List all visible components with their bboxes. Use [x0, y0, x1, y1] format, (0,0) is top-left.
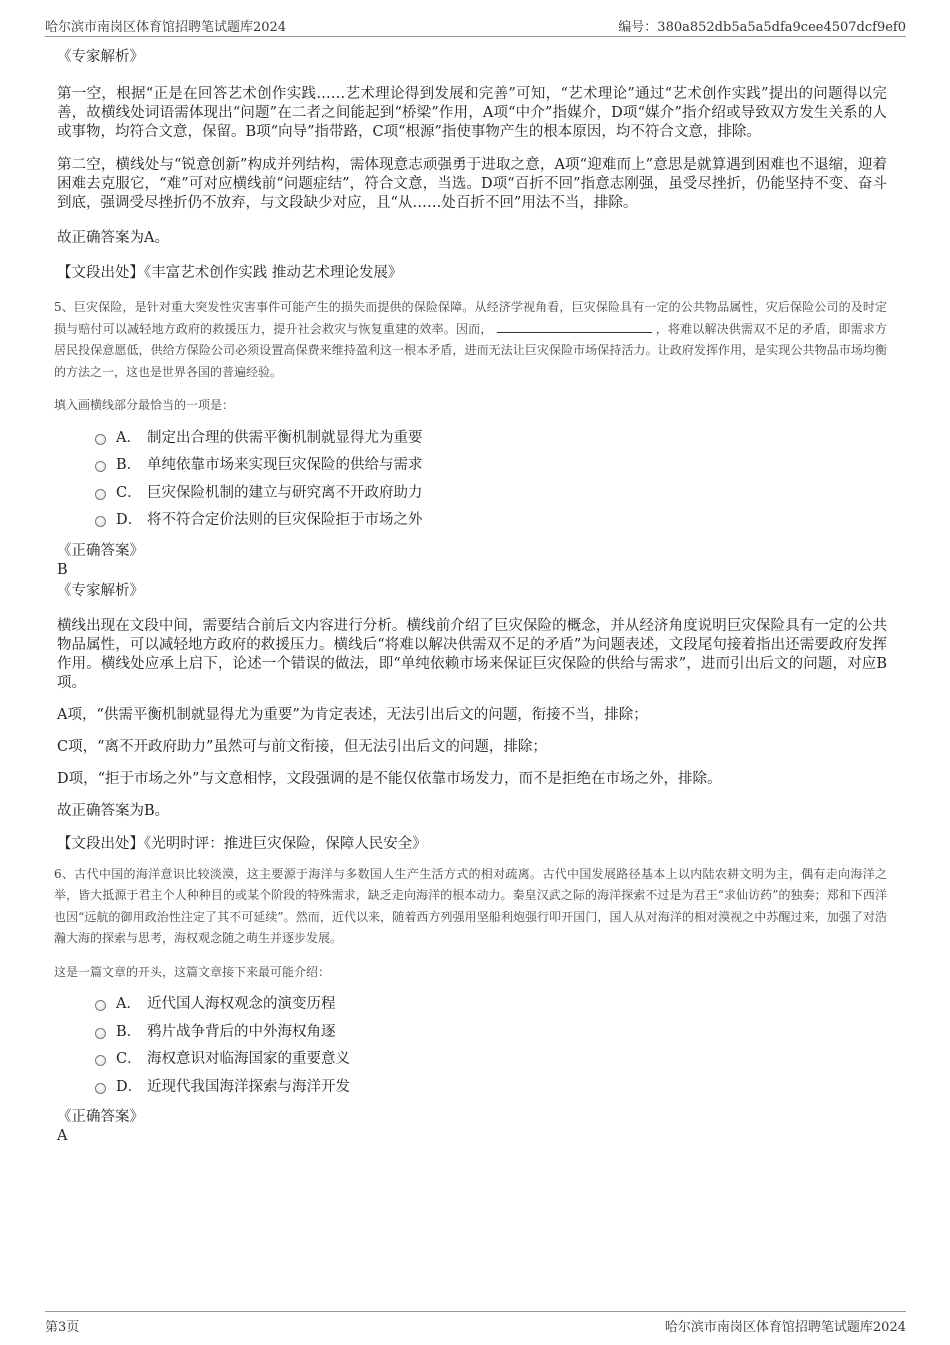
- q5-analysis-label: 《专家解析》: [57, 582, 144, 599]
- radio-icon[interactable]: [95, 489, 106, 500]
- option-letter: A．: [116, 429, 141, 446]
- option-text: 近现代我国海洋探索与海洋开发: [147, 1078, 350, 1095]
- q6-option-a[interactable]: [57, 994, 887, 1022]
- q6-answer-label: 《正确答案》: [57, 1109, 144, 1125]
- prev-analysis-para-1: 第一空，根据“正是在回答艺术创作实践……艺术理论得到发展和完善”可知，“艺术理论”通过“艺术创作实践”提出的问题得以完善，故横线处词语需体现出“问题”在二者之间能起到“桥梁”作用，A项“中介”指媒介，D项“媒介”指介绍或导致双方发生关系的人或事物，均符合文意，保留。B项“向导”指带路，C项“根源”指使事物产生的根本原因，均不符合文意，排除。: [57, 86, 887, 140]
- option-letter: B．: [116, 1023, 142, 1040]
- option-text: 将不符合定价法则的巨灾保险拒于市场之外: [147, 512, 423, 528]
- q5-conclusion: 故正确答案为B。: [57, 802, 170, 819]
- option-letter: C．: [116, 484, 142, 501]
- q5-source: 【文段出处】《光明时评：推进巨灾保险，保障人民安全》: [57, 835, 427, 852]
- q5-options: [57, 428, 887, 538]
- q5-analysis-para-2: A项，“供需平衡机制就显得尤为重要”为肯定表述，无法引出后文的问题，衔接不当，排除；: [57, 706, 648, 723]
- page-header: [45, 14, 906, 37]
- option-text: 鸦片战争背后的中外海权角逐: [147, 1023, 336, 1040]
- option-text: 制定出合理的供需平衡机制就显得尤为重要: [147, 429, 423, 446]
- q6-prompt: 这是一篇文章的开头，这篇文章接下来最可能介绍：: [54, 964, 331, 979]
- q6-answer: A: [57, 1128, 68, 1144]
- q5-option-c[interactable]: [57, 483, 887, 511]
- option-text: 巨灾保险机制的建立与研究离不开政府助力: [147, 484, 423, 501]
- option-letter: D．: [116, 512, 143, 528]
- q5-option-a[interactable]: [57, 428, 887, 456]
- option-letter: A．: [116, 996, 141, 1012]
- q5-option-b[interactable]: [57, 455, 887, 483]
- q5-stem-before: 5、巨灾保险，是针对重大突发性灾害事件可能产生的损失而提供的保险保障。从经济学视角看，巨灾保险具有一定的公共物品属性，灾后保险公司的及时定损与赔付可以减轻地方政府的救援压力，提升社会救灾与恢复重建的效率。因而，: [54, 300, 887, 336]
- q5-analysis-para-1: 横线出现在文段中间，需要结合前后文内容进行分析。横线前介绍了巨灾保险的概念，并从经济角度说明巨灾保险具有一定的公共物品属性，可以减轻地方政府的救援压力。横线后“将难以解决供需双不足的矛盾”为问题表述，文段尾句接着指出还需要政府发挥作用。横线处应承上启下，论述一个错误的做法，即“单纯依赖市场来保证巨灾保险的供给与需求”，进而引出后文的问题，对应B项。: [57, 617, 887, 691]
- header-doc-id: 编号：380a852db5a5a5dfa9cee4507dcf9ef0: [618, 20, 906, 35]
- radio-icon[interactable]: [95, 516, 106, 527]
- prev-analysis-label: 《专家解析》: [57, 49, 144, 65]
- radio-icon[interactable]: [95, 434, 106, 445]
- q5-analysis-para-3: C项，“离不开政府助力”虽然可与前文衔接，但无法引出后文的问题，排除；: [57, 738, 547, 755]
- radio-icon[interactable]: [95, 1000, 106, 1011]
- footer-title: 哈尔滨市南岗区体育馆招聘笔试题库2024: [664, 1320, 906, 1335]
- option-letter: C．: [116, 1051, 142, 1067]
- radio-icon[interactable]: [95, 461, 106, 472]
- q5-answer-label: 《正确答案》: [57, 542, 144, 559]
- q6-option-c[interactable]: [57, 1049, 887, 1077]
- prev-source: 【文段出处】《丰富艺术创作实践 推动艺术理论发展》: [57, 265, 403, 281]
- q5-analysis-para-4: D项，“拒于市场之外”与文意相悖，文段强调的是不能仅依靠市场发力，而不是拒绝在市场之外，排除。: [57, 770, 722, 787]
- q5-stem-after: ，将难以解决供需双不足的矛盾，即需求方居民投保意愿低，供给方保险公司必须设置高保费来维持盈利这一根本矛盾，进而无法让巨灾保险市场保持活力。让政府发挥作用，是实现公共物品市场均衡的方法之一，这也是世界各国的普遍经验。: [54, 321, 887, 379]
- header-title: 哈尔滨市南岗区体育馆招聘笔试题库2024: [45, 20, 287, 35]
- q5-answer: B: [57, 561, 68, 578]
- q6-option-b[interactable]: [57, 1022, 887, 1050]
- q6-stem: 6、古代中国的海洋意识比较淡漠，这主要源于海洋与多数国人生产生活方式的相对疏离。古代中国发展路径基本上以内陆农耕文明为主，偶有走向海洋之举，皆大抵源于君主个人种种目的或某个阶段的特殊需求，缺乏走向海洋的根本动力。秦皇汉武之际的海洋探索不过是为君王“求仙访药”的独奏；郑和下西洋也因“远航的御用政治性注定了其不可延续”。然而，近代以来，随着西方列强用坚船利炮强行叩开国门，国人从对海洋的相对漠视之中苏醒过来，加强了对浩瀚大海的探索与思考，海权观念随之萌生并逐步发展。: [54, 866, 887, 945]
- page-number: 第3页: [45, 1320, 80, 1335]
- prev-analysis-para-2: 第二空，横线处与“锐意创新”构成并列结构，需体现意志顽强勇于进取之意，A项“迎难而上”意思是就算遇到困难也不退缩，迎着困难去克服它，“难”可对应横线前“问题症结”，符合文意，当选。D项“百折不回”指意志刚强，虽受尽挫折，仍能坚持不变、奋斗到底，强调受尽挫折仍不放弃，与文段缺少对应，且“从……处百折不回”用法不当，排除。: [57, 157, 887, 211]
- q6-option-d[interactable]: [57, 1077, 887, 1105]
- q5-stem: [54, 297, 887, 383]
- q5-option-d[interactable]: [57, 510, 887, 538]
- prev-conclusion: 故正确答案为A。: [57, 230, 169, 246]
- q6-options: [57, 994, 887, 1104]
- page-footer: [45, 1311, 906, 1336]
- q5-prompt: 填入画横线部分最恰当的一项是：: [54, 398, 235, 412]
- option-letter: B．: [116, 457, 142, 473]
- radio-icon[interactable]: [95, 1028, 106, 1039]
- radio-icon[interactable]: [95, 1083, 106, 1094]
- option-text: 近代国人海权观念的演变历程: [147, 996, 336, 1012]
- q5-answer-blank: [497, 320, 652, 333]
- option-text: 单纯依靠市场来实现巨灾保险的供给与需求: [147, 457, 423, 473]
- option-text: 海权意识对临海国家的重要意义: [147, 1051, 350, 1067]
- page-content: [54, 44, 887, 1146]
- option-letter: D．: [116, 1078, 143, 1095]
- radio-icon[interactable]: [95, 1055, 106, 1066]
